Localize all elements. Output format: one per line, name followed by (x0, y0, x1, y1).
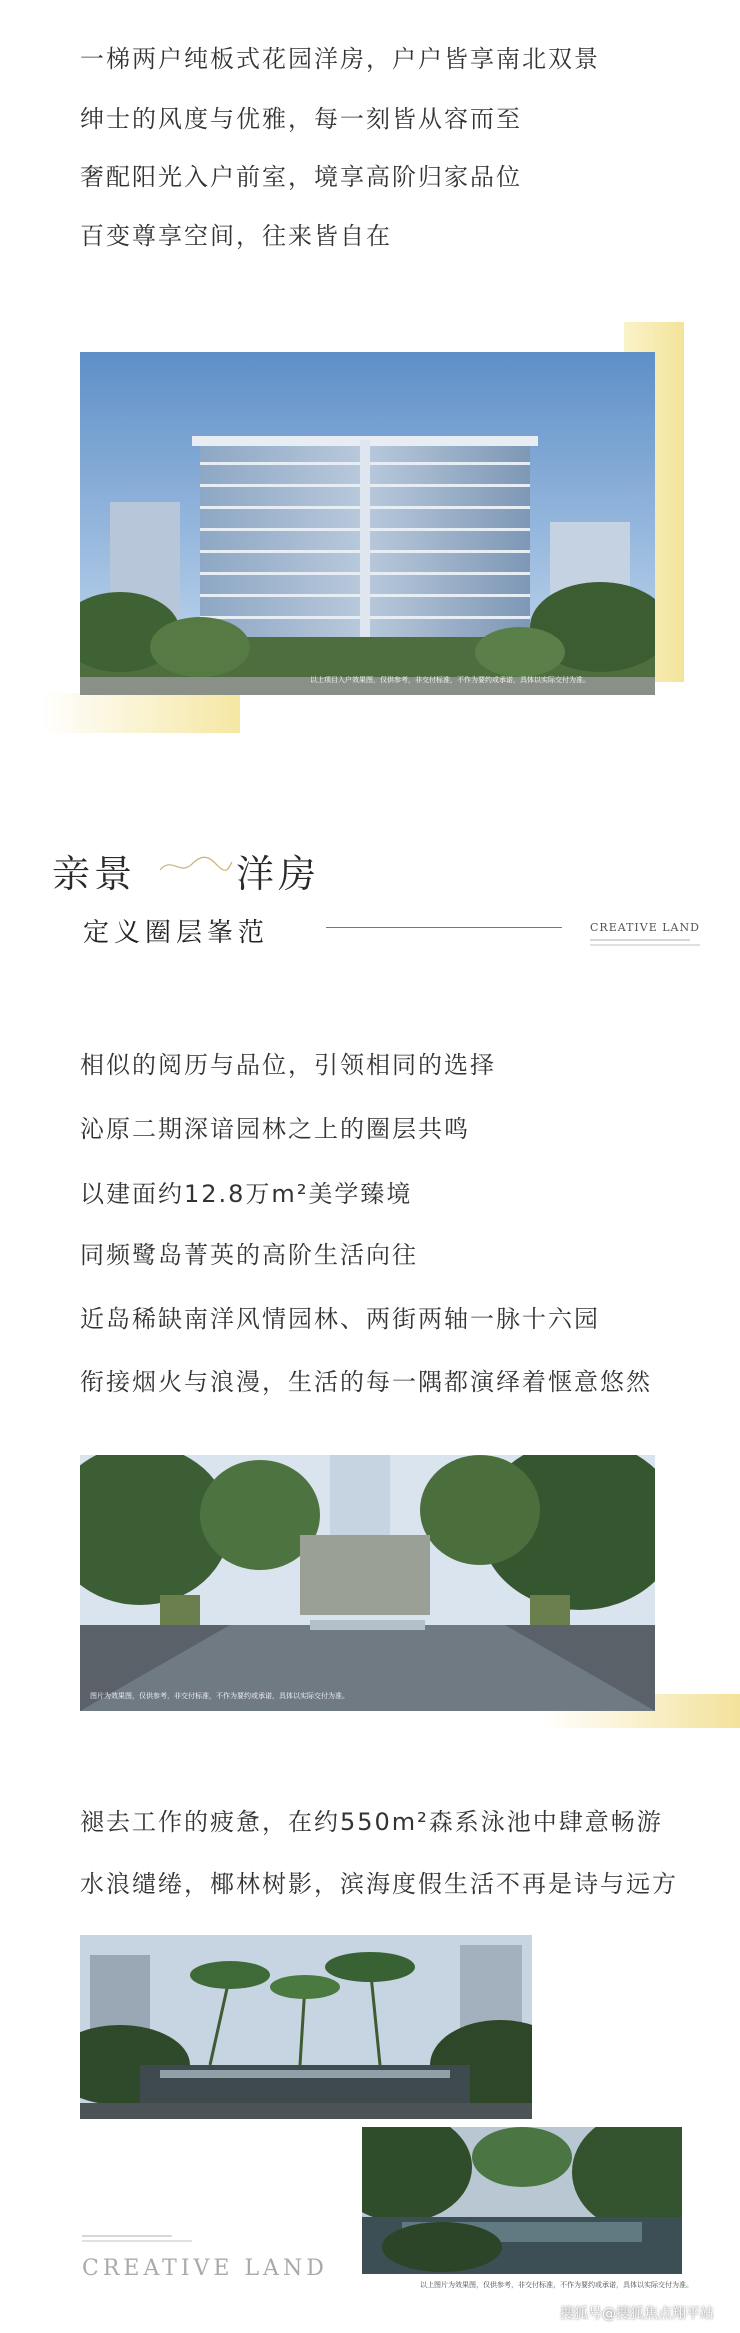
image-caption: 以上图片为效果图，仅供参考，非交付标准，不作为要约或承诺，具体以实际交付为准。 (420, 2281, 693, 2289)
body-line-1: 相似的阅历与品位，引领相同的选择 (80, 1051, 496, 1079)
brand-fine-line (590, 939, 690, 941)
body-line-2: 沁原二期深谙园林之上的圈层共鸣 (80, 1115, 470, 1143)
garden-rendering-image (80, 1455, 655, 1711)
brand-text-small: CREATIVE LAND (590, 921, 700, 934)
body-line-3: 以建面约12.8万m²美学臻境 (80, 1180, 413, 1208)
heading-title-right: 洋房 (236, 852, 321, 896)
heading-title-left: 亲景 (52, 852, 137, 896)
pool-rendering-image (80, 1935, 532, 2119)
watermark-text: 搜狐号@搜狐焦点翔平站 (560, 2306, 714, 2322)
heading-divider (326, 927, 562, 928)
signature-flourish-icon (158, 852, 234, 878)
intro-line-1: 一梯两户纯板式花园洋房，户户皆享南北双景 (80, 45, 600, 73)
image-caption: 以上项目入户效果图，仅供参考，非交付标准，不作为要约或承诺，具体以实际交付为准。 (310, 676, 590, 684)
brand-fine-line (82, 2235, 172, 2237)
heading-subtitle: 定义圈层峯范 (83, 918, 270, 948)
pool-line-2: 水浪缱绻，椰林树影，滨海度假生活不再是诗与远方 (80, 1870, 678, 1898)
body-line-6: 衔接烟火与浪漫，生活的每一隅都演绎着惬意悠然 (80, 1368, 652, 1396)
intro-line-2: 绅士的风度与优雅，每一刻皆从容而至 (80, 105, 522, 133)
brand-text-large: CREATIVE LAND (82, 2256, 328, 2281)
body-line-5: 近岛稀缺南洋风情园林、两街两轴一脉十六园 (80, 1305, 600, 1333)
brand-fine-line (590, 944, 700, 946)
building-rendering-image (80, 352, 655, 695)
image-caption: 图片为效果图，仅供参考，非交付标准，不作为要约或承诺，具体以实际交付为准。 (90, 1692, 349, 1700)
intro-line-4: 百变尊享空间，往来皆自在 (80, 222, 392, 250)
intro-line-3: 奢配阳光入户前室，境享高阶归家品位 (80, 163, 522, 191)
pool-detail-image (362, 2127, 682, 2274)
pool-line-1: 褪去工作的疲惫，在约550m²森系泳池中肆意畅游 (80, 1808, 663, 1836)
body-line-4: 同频鹭岛菁英的高阶生活向往 (80, 1241, 418, 1269)
brand-fine-line (82, 2240, 192, 2242)
gold-accent-bar-bottom (40, 693, 240, 733)
